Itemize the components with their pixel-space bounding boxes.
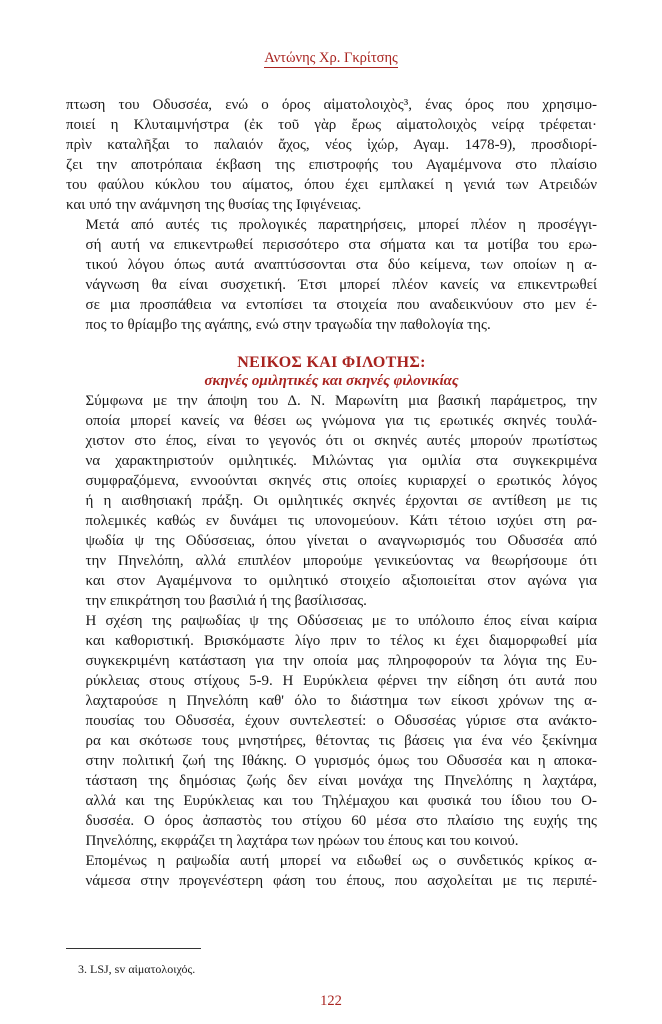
text-line: σή αυτή να επικεντρωθεί περισσότερο στα σήματα και τα μοτίβα του ερω- bbox=[85, 237, 597, 253]
text-line: συμφραζόμενα, εννοούνται σκηνές στις οποίες κυριαρχεί ο ερωτικός λόγος bbox=[85, 473, 597, 489]
text-line: του φαύλου κύκλου του αίματος, όπου έχει εμπλακεί η γενιά των Ατρειδών bbox=[66, 177, 597, 193]
text-line: συγκεκριμένη κατάσταση για την οποία μας πληροφορούν τα λόγια της Ευ- bbox=[85, 653, 597, 669]
text-line: αλλά και της Ευρύκλειας και του Τηλέμαχου και φυσικά του ίδιου του Ο- bbox=[85, 793, 597, 809]
section-title: ΝΕΙΚΟΣ ΚΑΙ ΦΙΛΟΤΗΣ: bbox=[237, 354, 426, 371]
text-line: στην πολιτική ζωή της Ιθάκης. Ο γυρισμός όμως του Οδυσσέα και η αποκα- bbox=[85, 753, 597, 769]
footnote: 3. LSJ, sv αἱματολοιχός. bbox=[78, 962, 196, 976]
text-line: τάσταση της δημόσιας ζωής δεν είναι μονάχα της Πηνελόπης η λαχτάρα, bbox=[85, 773, 597, 789]
text-line: ρύκλειας στους στίχους 5-9. Η Ευρύκλεια φέρνει την είδηση ότι αυτά που bbox=[85, 673, 597, 689]
text-line: Σύμφωνα με την άποψη του Δ. Ν. Μαρωνίτη μια βασική παράμετρος, την bbox=[85, 393, 597, 409]
section-subtitle: σκηνές ομιλητικές και σκηνές φιλονικίας bbox=[204, 373, 459, 389]
text-line: Η σχέση της ραψωδίας ψ της Οδύσσειας με το υπόλοιπο έπος είναι καίρια bbox=[85, 613, 597, 629]
text-line: χιστον στο έπος, είναι το γεγονός ότι οι σκηνές αυτές μπορούν πρωτίστως bbox=[85, 433, 597, 449]
text-line: σε μια προσπάθεια να εντοπίσει τα στοιχεία που αναδεικνύουν στο μεν έ- bbox=[85, 297, 597, 313]
page-number: 122 bbox=[320, 993, 342, 1009]
text-line: να χαρακτηριστούν ομιλητικές. Μιλώντας για ομιλία στα συγκεκριμένα bbox=[85, 453, 597, 469]
paragraph-5 bbox=[66, 851, 597, 891]
text-line: και καθοριστική. Βρισκόμαστε λίγο πριν το τέλος κι έχει διαμορφωθεί μία bbox=[85, 633, 597, 649]
paragraph-2 bbox=[66, 215, 597, 335]
text-line: ζει την αποτρόπαια έκβαση της επιστροφής του Αγαμέμνονα στο πλαίσιο bbox=[66, 157, 597, 173]
text-line: και στον Αγαμέμνονα το ομιλητικό στοιχείο αξιοποιείται στον αγώνα για bbox=[85, 573, 597, 589]
text-line: λαχταρούσε η Πηνελόπη καθ' όλο το διάστημα των είκοσι χρόνων της α- bbox=[85, 693, 597, 709]
text-line: πολεμικές καθώς εν δυνάμει τις υπονομεύουν. Κάτι τέτοιο ισχύει στη ρα- bbox=[85, 513, 597, 529]
section-heading bbox=[66, 353, 597, 391]
text-line: δυσσέα. Ο όρος ἀσπαστὸς του στίχου 60 μέσα στο πλαίσιο της ευχής της bbox=[85, 813, 597, 829]
text-line: ή η αισθησιακή πράξη. Οι ομιλητικές σκηνές έρχονται σε αντίθεση με τις bbox=[85, 493, 597, 509]
text-line: ποιεί η Κλυταιμνήστρα (ἐκ τοῦ γὰρ ἔρως αἱματολοιχὸς νείρᾳ τρέφεται· bbox=[66, 117, 597, 133]
footnote-rule bbox=[66, 948, 201, 949]
paragraph-4 bbox=[66, 611, 597, 851]
text-line: ψωδία ψ της Οδύσσειας, όπου γίνεται ο αναγνωρισμός του Οδυσσέα από bbox=[85, 533, 597, 549]
text-line: πουσίας του Οδυσσέα, έχουν συντελεστεί: ο Οδυσσέας γύρισε στα ανάκτο- bbox=[85, 713, 597, 729]
text-line: την επικράτηση του βασιλιά ή της βασίλισσας. bbox=[85, 593, 367, 609]
author-name: Αντώνης Χρ. Γκρίτσης bbox=[264, 50, 398, 66]
text-line: τικού λόγου όπως αυτά αναπτύσσονται στα δύο κείμενα, των οποίων η α- bbox=[85, 257, 597, 273]
running-head bbox=[0, 50, 662, 67]
paragraph-3 bbox=[66, 391, 597, 611]
text-line: νάγνωση θα είναι συσχετική. Έτσι μπορεί πλέον κανείς να επικεντρωθεί bbox=[85, 277, 597, 293]
text-line: πρὶν καταλῆξαι το παλαιόν ἄχος, νέος ἰχώρ, Αγαμ. 1478-9), προσδιορί- bbox=[66, 137, 597, 153]
text-line: την Πηνελόπη, αλλά επιπλέον μπορούμε γενικεύοντας να θεωρήσουμε ότι bbox=[85, 553, 597, 569]
text-line: Επομένως η ραψωδία αυτή μπορεί να ειδωθεί ως ο συνδετικός κρίκος α- bbox=[85, 853, 597, 869]
text-line: ρα και σκότωσε τους μνηστήρες, θέτοντας τις βάσεις για ένα νέο ξεκίνημα bbox=[85, 733, 597, 749]
text-line: οποία μπορεί κανείς να θέσει ως γνώμονα για τις ερωτικές σκηνές τουλά- bbox=[85, 413, 597, 429]
body-text bbox=[66, 95, 597, 891]
text-line: Μετά από αυτές τις προλογικές παρατηρήσεις, μπορεί πλέον η προσέγγι- bbox=[85, 217, 597, 233]
text-line: πος το θρίαμβο της αγάπης, ενώ στην τραγωδία την παθολογία της. bbox=[85, 317, 491, 333]
text-line: και υπό την ανάμνηση της θυσίας της Ιφιγένειας. bbox=[66, 197, 362, 213]
text-line: πτωση του Οδυσσέα, ενώ ο όρος αἱματολοιχὸς³, ένας όρος που χρησιμο- bbox=[66, 97, 597, 113]
text-line: νάμεσα στην προγενέστερη φάση του έπους, που ασχολείται με τις περιπέ- bbox=[85, 873, 597, 889]
paragraph-1 bbox=[66, 95, 597, 215]
text-line: Πηνελόπης, εκφράζει τη λαχτάρα των ηρώων του έπους και του κοινού. bbox=[85, 833, 519, 849]
